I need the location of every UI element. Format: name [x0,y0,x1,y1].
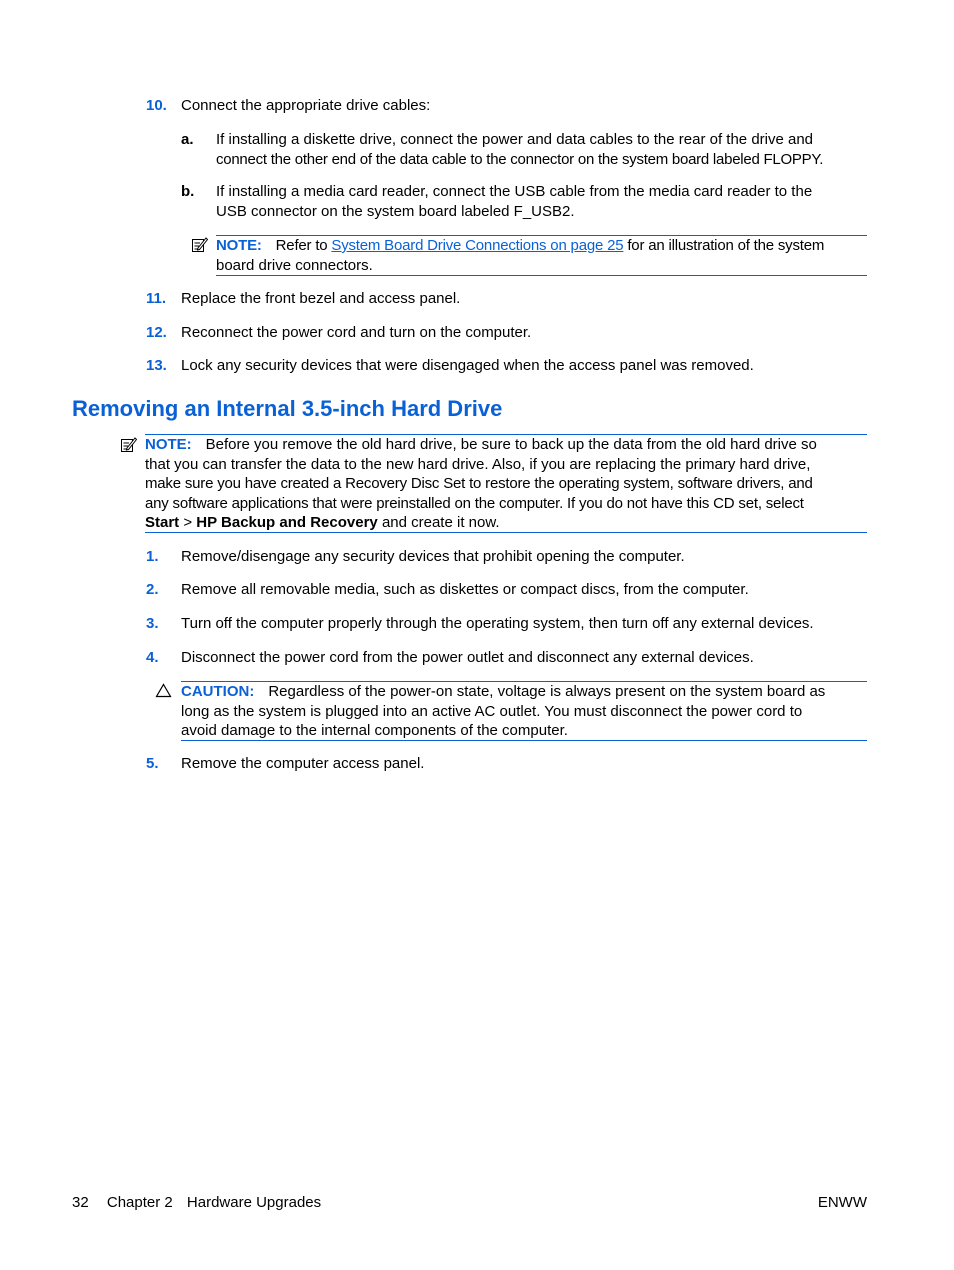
step-text: Connect the appropriate drive cables: [181,97,431,114]
step-text: Turn off the computer properly through the operating system, then turn off any external devices. [181,615,814,632]
caution-label: CAUTION: [181,683,255,700]
hp-backup-recovery-label: HP Backup and Recovery [196,514,378,531]
system-board-drive-connections-link[interactable]: System Board Drive Connections on page 25 [331,237,624,254]
note-label: NOTE: [216,237,262,254]
note-refer [216,236,868,275]
caution-line: long as the system is plugged into an active AC outlet. You must disconnect the power cord to [181,702,803,720]
note-tail: and create it now. [381,514,500,531]
step-number: 1. [146,548,159,565]
step-number: 13. [146,357,167,374]
note-line: make sure you have created a Recovery Disc Set to restore the operating system, software drivers, and [145,475,813,492]
step-number: 11. [146,290,167,307]
substep-line: USB connector on the system board labeled F_USB2. [216,202,575,220]
substep-label: b. [181,183,195,200]
caution-line: avoid damage to the internal components of the computer. [181,722,568,739]
note-line: any software applications that were preinstalled on the computer. If you do not have this CD set, select [145,494,804,512]
step-number: 3. [146,615,159,632]
step-text: Lock any security devices that were disengaged when the access panel was removed. [181,357,754,374]
caution-block [181,682,868,741]
caution-triangle-icon [155,683,172,698]
step-number: 12. [146,324,167,341]
step-number: 4. [146,649,159,666]
chapter-label: Chapter 2 [106,1194,173,1211]
note-bottom-rule [145,532,867,533]
step-text: Reconnect the power cord and turn on the computer. [181,324,532,341]
note-line: board drive connectors. [216,256,373,274]
note-suffix: for an illustration of the system [627,237,825,254]
step-number: 10. [146,97,167,114]
start-menu-label: Start [145,514,180,531]
note-prefix: Refer to [275,237,328,254]
footer-code: ENWW [817,1194,867,1211]
note-line: that you can transfer the data to the new hard drive. Also, if you are replacing the primary hard drive, [145,455,811,473]
substep-line: connect the other end of the data cable to the connector on the system board labeled FLOPPY. [216,150,824,168]
step-number: 2. [146,581,159,598]
substep-text [216,182,876,221]
step-number: 5. [146,755,159,772]
substep-label: a. [181,131,194,148]
step-text: Remove the computer access panel. [181,755,425,772]
caution-line: Regardless of the power-on state, voltage is always present on the system board as [268,683,826,700]
section-heading: Removing an Internal 3.5-inch Hard Drive [72,396,503,421]
chapter-title: Hardware Upgrades [186,1194,322,1211]
substep-line: If installing a diskette drive, connect the power and data cables to the rear of the drive and [216,131,814,148]
page-footer [72,1193,321,1213]
substep-line: If installing a media card reader, connect the USB cable from the media card reader to the [216,183,813,200]
note-label: NOTE: [145,436,192,453]
note-pencil-icon [191,236,208,253]
page-number: 32 [72,1194,89,1211]
note-backup [145,435,868,533]
menu-separator: > [183,514,193,531]
substep-text [216,130,876,169]
step-text: Disconnect the power cord from the power outlet and disconnect any external devices. [181,649,754,666]
note-bottom-rule [216,275,867,276]
note-line: Before you remove the old hard drive, be sure to back up the data from the old hard drive so [205,436,817,453]
note-pencil-icon [120,436,137,453]
step-text: Replace the front bezel and access panel. [181,290,461,307]
step-text: Remove all removable media, such as diskettes or compact discs, from the computer. [181,581,749,598]
caution-bottom-rule [181,740,867,741]
step-text: Remove/disengage any security devices that prohibit opening the computer. [181,548,685,565]
